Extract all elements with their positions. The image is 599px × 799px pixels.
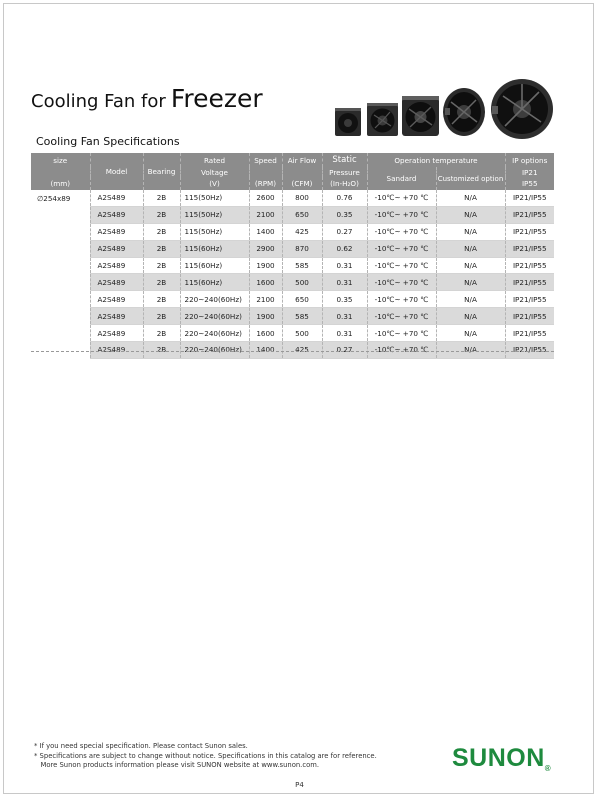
table-row [31,190,554,206]
cell-standard-temp: -10℃~ +70 ℃ [367,308,436,325]
cell-customized: N/A [436,342,505,359]
cell-voltage: 220~240(60Hz) [180,291,249,308]
cell-standard-temp: -10℃~ +70 ℃ [367,206,436,223]
cell-ip: IP21/IP55 [505,240,554,257]
header-voltage-line2: Voltage [180,167,249,177]
header-model: Model [90,153,143,190]
cell-size [31,342,90,359]
cell-speed: 1400 [249,223,282,240]
cell-airflow: 650 [282,206,322,223]
cell-model: A2S489 [90,240,143,257]
header-standard: Sandard [367,167,436,190]
title-prefix: Cooling Fan for [31,91,166,112]
cell-standard-temp: -10℃~ +70 ℃ [367,240,436,257]
cell-voltage: 115(50Hz) [180,206,249,223]
header-speed: Speed [249,153,282,167]
table-bottom-rule [31,351,554,352]
header-bearing: Bearing [143,153,180,190]
cell-bearing: 2B [143,342,180,359]
section-title: Cooling Fan Specifications [36,135,180,148]
cell-voltage: 115(60Hz) [180,240,249,257]
cell-standard-temp: -10℃~ +70 ℃ [367,257,436,274]
cell-customized: N/A [436,257,505,274]
header-speed-unit: (RPM) [249,177,282,190]
cell-ip: IP21/IP55 [505,223,554,240]
fan-image-3 [402,96,439,136]
cell-pressure: 0.27 [322,223,367,240]
header-size-unit: (mm) [31,177,90,190]
footer-notes [34,742,377,771]
cell-airflow: 425 [282,342,322,359]
cell-speed: 2100 [249,206,282,223]
table-row [31,291,554,308]
fan-image-4 [443,88,485,136]
cell-standard-temp: -10℃~ +70 ℃ [367,223,436,240]
cell-speed: 2900 [249,240,282,257]
cell-model: A2S489 [90,308,143,325]
header-static: Static [322,153,367,167]
cell-airflow: 500 [282,325,322,342]
table-row [31,325,554,342]
cell-bearing: 2B [143,206,180,223]
cell-voltage: 220~240(60Hz) [180,308,249,325]
cell-speed: 2600 [249,190,282,206]
cell-size [31,240,90,257]
cell-size [31,223,90,240]
cell-speed: 1600 [249,274,282,291]
cell-voltage: 220~240(60Hz) [180,342,249,359]
header-ip-line2: IP55 [505,177,554,190]
fan-product-images [334,78,559,140]
cell-model: A2S489 [90,274,143,291]
fan-image-5 [491,79,553,139]
cell-voltage: 115(60Hz) [180,274,249,291]
cell-pressure: 0.76 [322,190,367,206]
header-customized: Customized option [436,167,505,190]
cell-ip: IP21/IP55 [505,190,554,206]
cell-airflow: 500 [282,274,322,291]
page-title [31,84,263,113]
cell-airflow: 585 [282,308,322,325]
cell-customized: N/A [436,240,505,257]
cell-customized: N/A [436,223,505,240]
cell-customized: N/A [436,291,505,308]
cell-model: A2S489 [90,342,143,359]
cell-standard-temp: -10℃~ +70 ℃ [367,325,436,342]
cell-bearing: 2B [143,257,180,274]
header-size-blank [31,167,90,177]
cell-speed: 2100 [249,291,282,308]
cell-speed: 1900 [249,308,282,325]
logo-text: SUNON [452,744,545,772]
cell-airflow: 800 [282,190,322,206]
table-row [31,223,554,240]
header-airflow-unit: (CFM) [282,177,322,190]
cell-bearing: 2B [143,240,180,257]
cell-customized: N/A [436,274,505,291]
cell-ip: IP21/IP55 [505,291,554,308]
cell-bearing: 2B [143,223,180,240]
cell-model: A2S489 [90,223,143,240]
header-static-line2: Pressure [322,167,367,177]
cell-bearing: 2B [143,325,180,342]
cell-model: A2S489 [90,190,143,206]
header-airflow-blank [282,167,322,177]
cell-customized: N/A [436,325,505,342]
table-row [31,274,554,291]
cell-ip: IP21/IP55 [505,342,554,359]
table-row [31,342,554,359]
sunon-logo [452,744,551,773]
cell-bearing: 2B [143,291,180,308]
cell-pressure: 0.62 [322,240,367,257]
cell-size [31,274,90,291]
header-voltage-unit: (V) [180,177,249,190]
cell-speed: 1600 [249,325,282,342]
cell-pressure: 0.27 [322,342,367,359]
cell-pressure: 0.31 [322,325,367,342]
cell-model: A2S489 [90,206,143,223]
cell-customized: N/A [436,190,505,206]
table-row [31,206,554,223]
cell-model: A2S489 [90,325,143,342]
cell-speed: 1900 [249,257,282,274]
spec-table-body [31,190,554,358]
cell-airflow: 870 [282,240,322,257]
table-row [31,240,554,257]
title-main: Freezer [170,84,263,113]
cell-pressure: 0.35 [322,291,367,308]
header-ip-line1: IP21 [505,167,554,177]
cell-size: ∅254x89 [37,193,71,203]
cell-speed: 1400 [249,342,282,359]
table-row [31,308,554,325]
cell-pressure: 0.35 [322,206,367,223]
cell-airflow: 585 [282,257,322,274]
footer-note: * If you need special specification. Please contact Sunon sales. [34,742,248,750]
cell-size [31,257,90,274]
footer-note: * Specifications are subject to change without notice. Specifications in this catalog are for reference. [34,751,377,760]
cell-ip: IP21/IP55 [505,206,554,223]
cell-standard-temp: -10℃~ +70 ℃ [367,342,436,359]
header-static-unit: (In-H₂O) [322,177,367,190]
header-airflow: Air Flow [282,153,322,167]
header-size: size [31,153,90,167]
cell-pressure: 0.31 [322,308,367,325]
cell-ip: IP21/IP55 [505,325,554,342]
cell-airflow: 650 [282,291,322,308]
cell-ip: IP21/IP55 [505,257,554,274]
registered-mark: ® [544,764,552,773]
cell-voltage: 115(50Hz) [180,190,249,206]
cell-standard-temp: -10℃~ +70 ℃ [367,291,436,308]
header-operation-temp: Operation temperature [367,153,505,167]
cell-model: A2S489 [90,257,143,274]
spec-table [31,153,554,359]
cell-voltage: 115(60Hz) [180,257,249,274]
cell-bearing: 2B [143,308,180,325]
page-number: P4 [295,781,304,789]
header-speed-blank [249,167,282,177]
table-row [31,257,554,274]
cell-ip: IP21/IP55 [505,274,554,291]
cell-size [31,291,90,308]
cell-bearing: 2B [143,274,180,291]
footer-note: More Sunon products information please visit SUNON website at www.sunon.com. [34,761,320,769]
cell-pressure: 0.31 [322,257,367,274]
fan-image-1 [335,108,361,136]
cell-standard-temp: -10℃~ +70 ℃ [367,190,436,206]
cell-size [31,325,90,342]
cell-voltage: 220~240(60Hz) [180,325,249,342]
header-voltage: Rated [180,153,249,167]
cell-pressure: 0.31 [322,274,367,291]
cell-standard-temp: -10℃~ +70 ℃ [367,274,436,291]
cell-size [31,206,90,223]
cell-size [31,308,90,325]
cell-bearing: 2B [143,190,180,206]
cell-model: A2S489 [90,291,143,308]
cell-customized: N/A [436,308,505,325]
cell-customized: N/A [436,206,505,223]
cell-voltage: 115(50Hz) [180,223,249,240]
fan-image-2 [367,103,398,136]
cell-airflow: 425 [282,223,322,240]
header-ip-options: IP options [505,153,554,167]
cell-ip: IP21/IP55 [505,308,554,325]
